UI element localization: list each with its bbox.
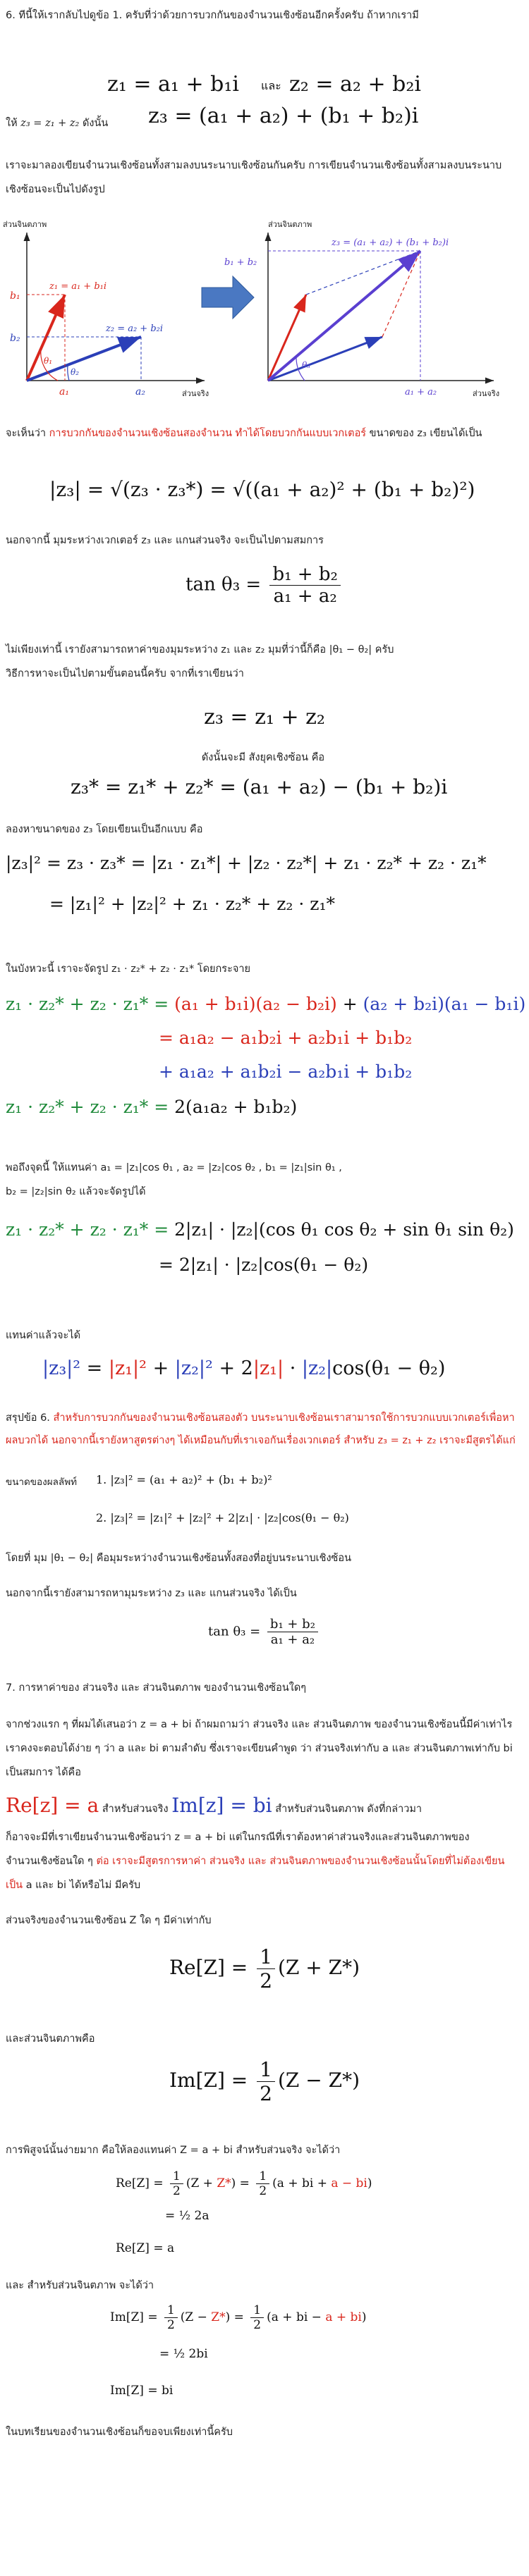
final-lhs: |z₃|² [42,1357,81,1379]
proof-im-half1-den: 2 [166,2318,175,2332]
final-z2: |z₂| [301,1357,333,1379]
summary-tan-numerator: b₁ + b₂ [267,1617,318,1632]
proof-re-conj-expanded: a − bi [331,2176,367,2190]
angle2-paragraph [6,638,521,686]
proof-im-half2-den: 2 [253,2318,262,2332]
cross-red-term: (a₁ + b₁i)(a₂ − b₂i) [174,994,337,1014]
right-axis-real-label: ส่วนจริง [473,389,500,398]
para7-2-red: ต่อ เราจะมีสูตรการหาค่า ส่วนจริง และ ส่วนจินตภาพของจำนวนเชิงซ้อนนั้นโดยที่ไม่ต้องเขียนเป็น [6,1856,505,1891]
eq-z2: z₂ = a₂ + b₂i [289,72,421,97]
cross-plus: + [342,994,358,1014]
im-half-den: 2 [260,2082,272,2105]
angle2-line2: วิธีการหาจะเป็นไปตามขั้นตอนนี้ครับ จากที่เราเขียนว่า [6,668,244,679]
cross-blue-term: (a₂ + b₂i)(a₁ − b₁i) [363,994,526,1014]
summary-formula-1: 1. |z₃|² = (a₁ + a₂)² + (b₁ + b₂)² [96,1473,272,1486]
tan-numerator: b₁ + b₂ [269,564,340,586]
left-z2-label: z₂ = a₂ + b₂i [106,323,164,334]
polar-rhs1: 2|z₁| · |z₂|(cos θ₁ cos θ₂ + sin θ₁ sin θ₂) [174,1219,514,1240]
left-theta1-label: θ₁ [44,356,53,366]
proof-im-line1 [110,2303,366,2332]
transform-arrow-icon [202,276,254,319]
proof-re-line2: = ½ 2a [165,2209,209,2223]
re-intro: ส่วนจริงของจำนวนเชิงซ้อน Z ใด ๆ มีค่าเท่ากับ [6,1915,212,1926]
plot-intro-paragraph: เราจะมาลองเขียนจำนวนเชิงซ้อนทั้งสามลงบนระนาบเชิงซ้อนกันครับ การเขียนจำนวนเชิงซ้อนทั้งสามลงบนระนาบเชิงซ้อนจะเป็นไปดังรูป [6,160,502,195]
re-rhs: (Z + Z*) [278,1956,360,1979]
left-a2-label: a₂ [135,386,145,398]
proof-im-line2: = ½ 2bi [159,2347,208,2361]
let-prefix: ให้ [6,118,18,129]
proof-im-conj-expanded: a + bi [325,2310,362,2324]
angle2-line1: ไม่เพียงเท่านี้ เรายังสามารถหาค่าของมุมระหว่าง z₁ และ z₂ มุมที่ว่านี้ก็คือ |θ₁ − θ₂| ครับ [6,644,394,655]
proof-im-half2-num: 1 [250,2303,264,2318]
summary-paragraph [6,1407,521,1452]
left-theta2-label: θ₂ [71,367,80,377]
summary-tan-denominator: a₁ + a₂ [270,1632,315,1647]
proof-im-lhs: Im[Z] = [110,2310,158,2324]
eq-polar-line1 [6,1219,514,1240]
im-rhs: (Z − Z*) [277,2069,360,2092]
polar-line1: พอถึงจุดนี้ ให้แทนค่า a₁ = |z₁|cos θ₁ , a₂ = |z₂|cos θ₂ , b₁ = |z₁|sin θ₁ , [6,1162,342,1173]
para7-2-end: a และ bi ได้หรือไม่ มีครับ [25,1880,141,1891]
right-plane [268,233,494,381]
right-a-sum-label: a₁ + a₂ [405,387,437,398]
polar-line2: b₂ = |z₂|sin θ₂ แล้วจะจัดรูปได้ [6,1186,146,1197]
final-dot: · [289,1357,296,1379]
final-z1sq: |z₁|² [108,1357,147,1379]
eq-z3-conj: z₃* = z₁* + z₂* = (a₁ + a₂) − (b₁ + b₂)i [71,775,448,799]
left-axis-imag-label: ส่วนจินตภาพ [3,220,47,229]
proof-intro: การพิสูจน์นั้นง่ายมาก คือให้ลองแทนค่า Z = a + bi สำหรับส่วนจริง จะได้ว่า [6,2145,341,2156]
proof-im-half2 [250,2303,264,2332]
angle-paragraph: นอกจากนี้ มุมระหว่างเวกเตอร์ z₃ และ แกนส่วนจริง จะเป็นไปตามสมการ [6,535,324,546]
summary-formula-2: 2. |z₃|² = |z₁|² + |z₂|² + 2|z₁| · |z₂|cos(θ₁ − θ₂) [96,1511,349,1524]
para7-2-text: ก็อาจจะมีที่เราเขียนจำนวนเชิงซ้อนว่า z = a + bi แต่ในกรณีที่เราต้องหาค่าส่วนจริงและส่วนจินตภาพของจำนวนเชิงซ้อนใด ๆ [6,1832,470,1867]
summary-mag-label: ขนาดของผลลัพท์ [6,1477,77,1488]
summary-tan-fraction [267,1617,318,1647]
eq-im-formula [0,2058,529,2105]
cross-intro: ในบังหวะนี้ เราจะจัดรูป z₁ · z₂* + z₂ · z₁* โดยกระจาย [6,963,250,975]
tan-denominator: a₁ + a₂ [273,586,337,607]
proof-im-open: (Z − [180,2310,207,2324]
proof-re-half2-num: 1 [256,2169,269,2184]
abs-sq-intro: ลองหาขนาดของ z₃ โดยเขียนเป็นอีกแบบ คือ [6,824,203,835]
re-def-math: Re[z] = a [6,1794,99,1817]
section-7-para2 [6,1825,521,1897]
final-plus1: + [152,1357,169,1379]
left-axis-real-label: ส่วนจริง [182,389,209,398]
proof-re-lhs: Re[Z] = [116,2176,164,2190]
final-cos: cos(θ₁ − θ₂) [332,1357,446,1379]
eq-abs-z3: |z₃| = √(z₃ · z₃*) = √((a₁ + a₂)² + (b₁ + b₂)²) [49,478,475,501]
im-half-num: 1 [257,2058,275,2082]
substitute-text: แทนค่าแล้วจะได้ [6,1330,81,1341]
summary-red-text: สำหรับการบวกกันของจำนวนเชิงซ้อนสองตัว บนระนาบเชิงซ้อนเราสามารถใช้การบวกแบบเวกเตอร์เพื่อหาผลบวกได้ นอกจากนี้เรายังหาสูตรต่างๆ ได้เหมือนกับที่เราเจอกันเรื่องเวกเตอร์ สำหรับ [6,1412,515,1446]
proof-im-half1-num: 1 [164,2303,178,2318]
let-expr: z₃ = z₁ + z₂ [20,118,80,129]
re-half [257,1945,275,1992]
summary-tan-eq [0,1617,529,1647]
proof-im-paren: ) [361,2310,367,2324]
proof-im-conj: Z* [211,2310,226,2324]
eq-z3-expanded: z₃ = (a₁ + a₂) + (b₁ + b₂)i [148,104,419,128]
magnitude-paragraph [6,421,521,445]
section-7-heading: 7. การหาค่าของ ส่วนจริง และ ส่วนจินตภาพ ของจำนวนเชิงซ้อนใดๆ [6,1682,307,1694]
final-z2sq: |z₂|² [174,1357,213,1379]
eq-cross-line2: = a₁a₂ − a₁b₂i + a₂b₁i + b₁b₂ [159,1028,413,1048]
im-proof-intro: และ สำหรับส่วนจินตภาพ จะได้ว่า [6,2280,154,2291]
tan-fraction [269,564,340,607]
proof-im-half1 [164,2303,178,2332]
proof-re-line3: Re[Z] = a [116,2241,175,2255]
section-6-heading: 6. ทีนี้ให้เรากลับไปดูข้อ 1. ครับที่ว่าด้วยการบวกกันของจำนวนเชิงซ้อนอีกครั้งครับ ถ้าหากเรามี [6,10,419,21]
eq-cross-line3: + a₁a₂ + a₁b₂i − a₂b₁i + b₁b₂ [159,1061,413,1082]
eq-abs-sq-1: |z₃|² = z₃ · z₃* = |z₁ · z₁*| + |z₂ · z₂*| + z₁ · z₂* + z₂ · z₁* [6,853,487,873]
eq-cross-result [6,1097,297,1117]
right-z3-vector [268,251,420,381]
re-im-definitions [6,1792,521,1823]
let-line [6,113,147,134]
re-half-den: 2 [260,1969,273,1992]
proof-re-close: ) = [231,2176,250,2190]
eq-cross-line1 [6,994,525,1014]
eq-final-law-of-cosines [42,1357,445,1379]
final-plus2: + 2 [219,1357,253,1379]
summary-angle-note: โดยที่ มุม |θ₁ − θ₂| คือมุมระหว่างจำนวนเชิงซ้อนทั้งสองที่อยู่บนระนาบเชิงซ้อน [6,1553,352,1564]
right-b-sum-label: b₁ + b₂ [224,257,257,268]
left-z1-label: z₁ = a₁ + b₁i [49,281,107,292]
summary-label: สรุปข้อ 6. [6,1412,50,1424]
re-half-num: 1 [257,1945,275,1969]
polar-lhs: z₁ · z₂* + z₂ · z₁* = [6,1219,169,1240]
complex-plane-diagram [0,211,529,416]
proof-re-line1 [116,2169,372,2198]
mag-text-red: การบวกกันของจำนวนเชิงซ้อนสองจำนวน ทำได้โดยบวกกันแบบเวกเตอร์ [49,428,367,439]
cross-result-rhs: 2(a₁a₂ + b₁b₂) [174,1097,298,1117]
summary-formula-intro: z₃ = z₁ + z₂ เราจะมีสูตรได้แก่ [377,1435,516,1446]
tan-lhs: tan θ₃ = [186,574,262,596]
im-intro: และส่วนจินตภาพคือ [6,2033,95,2045]
im-lhs: Im[Z] = [169,2069,248,2092]
right-theta3-label: θ₃ [302,360,311,370]
right-axis-imag-label: ส่วนจินตภาพ [268,220,312,229]
conj-intro: ดังนั้นจะมี สังยุคเชิงซ้อน คือ [201,752,325,763]
im-def-math: Im[z] = bi [171,1794,272,1817]
proof-re-half1-num: 1 [170,2169,183,2184]
closing-text: ในบทเรียนของจำนวนเชิงซ้อนก็ขอจบเพียงเท่านี้ครับ [6,2427,233,2438]
summary-tan-note: นอกจากนี้เรายังสามารถหามุมระหว่าง z₃ และ แกนส่วนจริง ได้เป็น [6,1588,297,1599]
eq-z3-sum: z₃ = z₁ + z₂ [204,705,325,729]
left-plane [27,233,205,381]
proof-re-half1 [170,2169,183,2198]
final-eq: = [86,1357,103,1379]
cross-result-lhs: z₁ · z₂* + z₂ · z₁* = [6,1097,169,1117]
re-def-text: สำหรับส่วนจริง [102,1804,169,1815]
left-a1-label: a₁ [59,386,69,398]
final-z1: |z₁| [253,1357,284,1379]
proof-im-close: ) = [225,2310,244,2324]
eq-abs-sq-2: = |z₁|² + |z₂|² + z₁ · z₂* + z₂ · z₁* [49,894,335,914]
proof-re-paren: ) [367,2176,372,2190]
cross-lhs: z₁ · z₂* + z₂ · z₁* = [6,994,169,1014]
polar-paragraph [6,1156,521,1204]
left-b2-label: b₂ [10,333,20,344]
eq-z1: z₁ = a₁ + b₁i [107,72,239,97]
eq-tan-theta3 [0,564,529,607]
proof-re-open: (Z + [186,2176,213,2190]
let-suffix: ดังนั้น [82,118,109,129]
proof-re-half2-den: 2 [259,2184,267,2198]
summary-tan-lhs: tan θ₃ = [208,1624,261,1639]
mag-text-2: ขนาดของ z₃ เขียนได้เป็น [369,428,482,439]
right-z3-label: z₃ = (a₁ + a₂) + (b₁ + b₂)i [332,238,449,248]
mag-text-1: จะเห็นว่า [6,428,46,439]
left-theta2-arc [68,365,69,381]
re-lhs: Re[Z] = [169,1956,248,1979]
eq-polar-line2: = 2|z₁| · |z₂|cos(θ₁ − θ₂) [159,1255,369,1275]
left-b1-label: b₁ [10,290,20,302]
eq-re-formula [0,1945,529,1992]
proof-im-line3: Im[Z] = bi [110,2384,174,2398]
eq-and-word: และ [261,79,281,92]
im-def-text: สำหรับส่วนจินตภาพ ดังที่กล่าวมา [275,1804,422,1815]
im-half [257,2058,275,2105]
proof-re-sum: (a + bi + [272,2176,327,2190]
proof-re-half2 [256,2169,269,2198]
section-7-para1: จากช่วงแรก ๆ ที่ผมได้เสนอว่า z = a + bi ถ้าผมถามว่า ส่วนจริง และ ส่วนจินตภาพ ของจำนวนเชิงซ้อนนี้มีค่าเท่าไร เราคงจะตอบได้ง่าย ๆ ว่า a และ bi ตามลำดับ ซึ่งเราจะเขียนคำพูด ว่า ส่วนจริงเท่ากับ a และ ส่วนจินตภาพเท่ากับ bi เป็นสมการ ได้คือ [6,1719,513,1778]
proof-re-half1-den: 2 [173,2184,181,2198]
proof-re-conj: Z* [217,2176,231,2190]
proof-im-sum: (a + bi − [267,2310,322,2324]
